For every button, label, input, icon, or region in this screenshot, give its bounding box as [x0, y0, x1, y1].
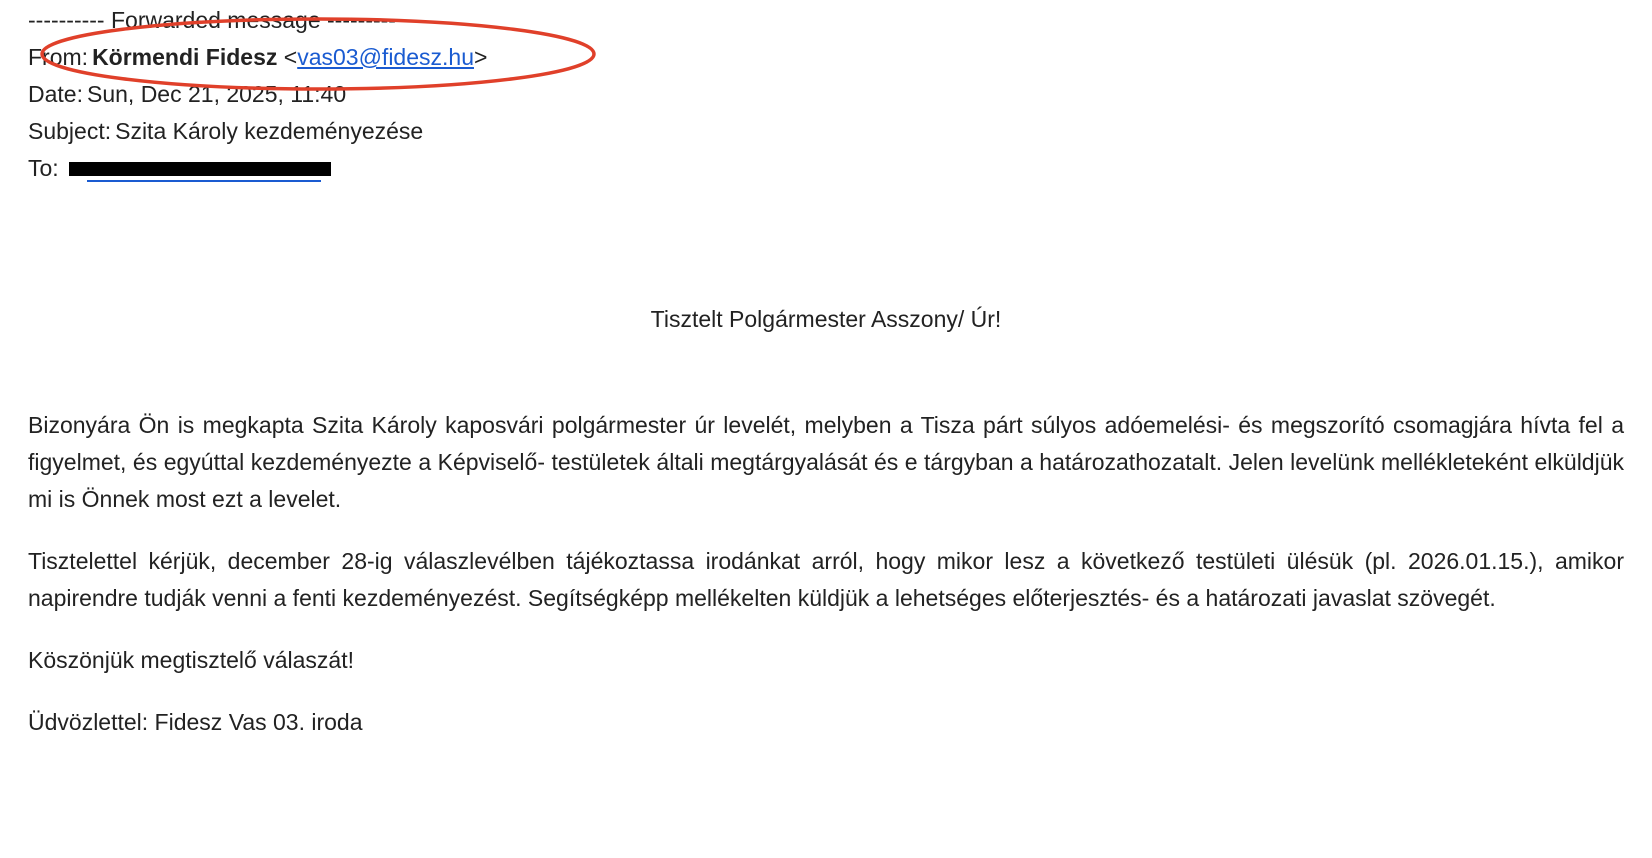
date-row: [28, 76, 728, 113]
forwarded-banner: ---------- Forwarded message ---------: [28, 7, 396, 33]
subject-label: Subject:: [28, 118, 112, 144]
letter-signature: Üdvözlettel: Fidesz Vas 03. iroda: [28, 709, 363, 735]
letter-body: [28, 407, 1624, 766]
letter-salutation: Tisztelt Polgármester Asszony/ Úr!: [650, 306, 1002, 332]
email-header: [28, 2, 728, 187]
from-row: [28, 39, 728, 76]
date-label: Date:: [28, 81, 83, 107]
letter-paragraph-1: Bizonyára Ön is megkapta Szita Károly kaposvári polgármester úr levelét, melyben a Tisza párt súlyos adóemelési- és megszorító csomagjára hívta fel a figyelmet, és egyúttal kezdeményezte a Képviselő- testületek általi megtárgyalását és e tárgyban a határozathozatalt. Jelen levelünk mellékleteként elküldjük mi is Önnek most ezt a levelet.: [28, 412, 1624, 512]
redacted-recipient: [69, 162, 331, 176]
letter-paragraph-thanks: Köszönjük megtisztelő válaszát!: [28, 647, 354, 673]
letter-paragraph-2: Tisztelettel kérjük, december 28-ig válaszlevélben tájékoztassa irodánkat arról, hogy mikor lesz a következő testületi ülésük (pl. 2026.01.15.), amikor napirendre tudják venni a fenti kezdeményezést. Segítségképp mellékelten küldjük a lehetséges előterjesztés- és a határozati javaslat szövegét.: [28, 548, 1624, 611]
date-value: Sun, Dec 21, 2025, 11:40: [86, 81, 347, 107]
subject-row: [28, 113, 728, 150]
recipient-link-underline: [87, 180, 321, 182]
address-close-bracket: >: [473, 44, 488, 70]
sender-email-link[interactable]: vas03@fidesz.hu: [297, 44, 474, 70]
from-label: From:: [28, 44, 89, 70]
to-row: [28, 150, 728, 187]
sender-name: Körmendi Fidesz: [92, 44, 278, 70]
to-label: To:: [28, 155, 59, 181]
address-open-bracket: <: [283, 44, 298, 70]
subject-value: Szita Károly kezdeményezése: [115, 118, 424, 144]
